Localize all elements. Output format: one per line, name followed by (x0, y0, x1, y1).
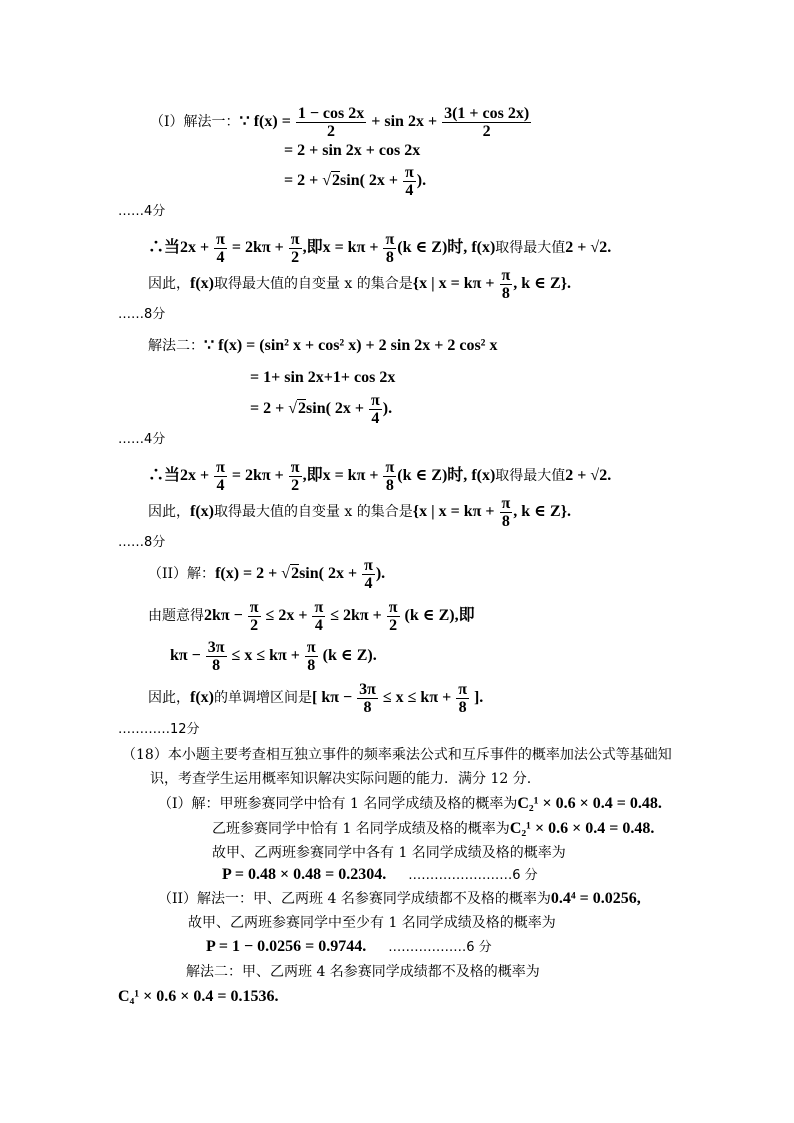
q18-part1-line4: P = 0.48 × 0.48 = 0.2304. ……………………6 分 (222, 866, 538, 883)
part1-method1-line3: = 2 + √2sin( 2x + $\frac{\pi}{4}$ ). (284, 163, 427, 199)
q18-part1-line1: （I）解：甲班参赛同学中恰有 1 名同学成绩及格的概率为C₂¹ × 0.6 × 0.4 = 0.48. (158, 795, 662, 812)
score-4: ……4分 (118, 204, 166, 219)
q18-part2-line5: C₄¹ × 0.6 × 0.4 = 0.1536. (118, 988, 279, 1005)
fraction: $\frac{1 - \cos 2x}{2}$ (297, 104, 365, 140)
part1-method1-line2: = 2 + sin 2x + cos 2x (284, 142, 421, 159)
max-condition-1: ∴当2x + $\frac{\pi}{4}$ = 2kπ + $\frac{\pi}{2}$ ,即x = kπ + $\frac{\pi}{8}$ (k ∈ Z)时, f(x)取得最大值2 + √2. (148, 230, 612, 266)
score-12: …………12分 (118, 722, 200, 737)
q18-part1-line3: 故甲、乙两班参赛同学中各有 1 名同学成绩及格的概率为 (212, 845, 566, 861)
score-8: ……8分 (118, 307, 166, 322)
q18-part2-line4: 解法二：甲、乙两班 4 名参赛同学成绩都不及格的概率为 (186, 964, 540, 980)
part1-method2-line2: = 1+ sin 2x+1+ cos 2x (250, 369, 396, 386)
score-8: ……8分 (118, 535, 166, 550)
part1-method2-line3: = 2 + √2sin( 2x + $\frac{\pi}{4}$ ). (250, 391, 393, 427)
part2-line2: 由题意得2kπ − $\frac{\pi}{2}$ ≤ 2x + $\frac{\pi}{4}$ ≤ 2kπ + $\frac{\pi}{2}$ (k ∈ Z),即 (148, 598, 475, 634)
part1-method1-line1: （I）解法一：∵ f(x) = $\frac{1 - \cos 2x}{2}$ + sin 2x + $\frac{3(1 + \cos 2x)}{2}$ (150, 104, 530, 140)
part2-line4: 因此，f(x)的单调增区间是[ kπ − $\frac{3\pi}{8}$ ≤ x ≤ kπ + $\frac{\pi}{8}$ ]. (148, 680, 484, 716)
q18-part2-line3: P = 1 − 0.0256 = 0.9744. ………………6 分 (206, 938, 492, 955)
max-set-1: 因此，f(x)取得最大值的自变量 x 的集合是{x | x = kπ + $\frac{\pi}{8}$ , k ∈ Z}. (148, 266, 571, 302)
part2-line1: （II）解：f(x) = 2 + √2sin( 2x + $\frac{\pi}{4}$ ). (148, 556, 386, 592)
max-condition-2: ∴当2x + $\frac{\pi}{4}$ = 2kπ + $\frac{\pi}{2}$ ,即x = kπ + $\frac{\pi}{8}$ (k ∈ Z)时, f(x)取得最大值2 + √2. (148, 458, 612, 494)
fraction: $\frac{3(1 + \cos 2x)}{2}$ (444, 104, 530, 140)
q18-part2-line2: 故甲、乙两班参赛同学中至少有 1 名同学成绩及格的概率为 (188, 915, 556, 931)
q18-part2-line1: （II）解法一：甲、乙两班 4 名参赛同学成绩都不及格的概率为0.4⁴ = 0.0256, (158, 890, 641, 907)
max-set-2: 因此，f(x)取得最大值的自变量 x 的集合是{x | x = kπ + $\frac{\pi}{8}$ , k ∈ Z}. (148, 494, 571, 530)
part2-line3: kπ − $\frac{3\pi}{8}$ ≤ x ≤ kπ + $\frac{\pi}{8}$ (k ∈ Z). (170, 638, 377, 674)
score-4: ……4分 (118, 432, 166, 447)
q18-intro-2: 识，考查学生运用概率知识解决实际问题的能力．满分 12 分. (150, 771, 532, 787)
q18-intro-1: （18）本小题主要考查相互独立事件的频率乘法公式和互斥事件的概率加法公式等基础知 (122, 747, 672, 763)
q18-part1-line2: 乙班参赛同学中恰有 1 名同学成绩及格的概率为C₂¹ × 0.6 × 0.4 = 0.48. (212, 820, 655, 837)
part1-method2-line1: 解法二：∵ f(x) = (sin² x + cos² x) + 2 sin 2x + 2 cos² x (148, 337, 498, 354)
